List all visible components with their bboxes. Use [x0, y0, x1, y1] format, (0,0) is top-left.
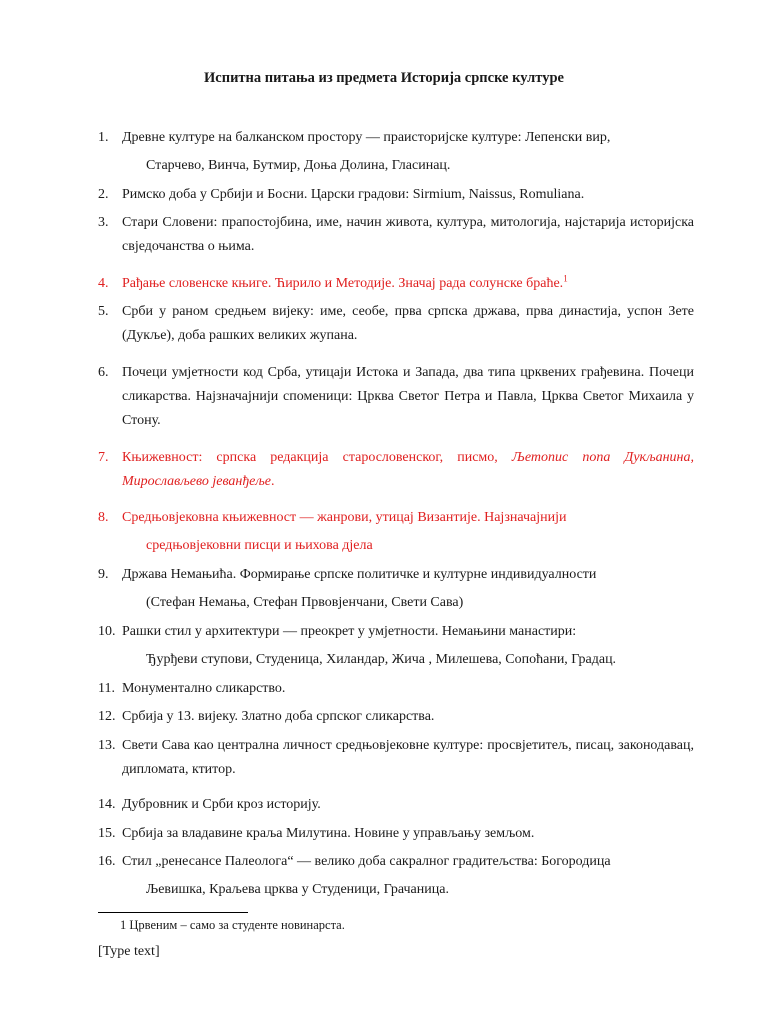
item-text-continued: Ђурђеви ступови, Студеница, Хиландар, Жича , Милешева, Сопоћани, Градац.	[146, 652, 617, 667]
item-number: 14.	[98, 797, 116, 812]
item-number: 15.	[98, 826, 116, 841]
item-number: 7.	[98, 450, 109, 465]
footnote-ref: 1	[563, 273, 568, 284]
item-text: Монументално сликарство.	[122, 681, 286, 696]
item-number: 3.	[98, 215, 109, 230]
item-text: Средњовјековна књижевност — жанрови, утицај Византије. Најзначајнији	[122, 510, 567, 525]
item-italic-text: Љетопис попа Дукљанина, Мирослављево јеванђеље	[122, 450, 694, 489]
item-text: Древне културе на балканском простору — праисторијске културе: Лепенски вир,	[122, 130, 611, 145]
item-number: 4.	[98, 276, 109, 291]
item-text-continued: Љевишка, Краљева црква у Студеници, Грачаница.	[146, 882, 449, 897]
item-text-continued: средњовјековни писци и њихова дјела	[146, 538, 373, 553]
item-number: 2.	[98, 187, 109, 202]
item-number: 8.	[98, 510, 109, 525]
item-text: Стари Словени: прапостојбина, име, начин живота, култура, митологија, најстарија историјска свједочанства о њима.	[122, 215, 694, 254]
footnote: 1 Црвеним – само за студенте новинарста.	[120, 918, 345, 932]
item-text: Свети Сава као централна личност средњовјековне културе: просвјетитељ, писац, законодавац, дипломата, ктитор.	[122, 738, 694, 777]
item-text: Књижевност: српска редакција старословенског, писмо,	[122, 450, 512, 465]
item-number: 9.	[98, 567, 109, 582]
item-number: 16.	[98, 854, 116, 869]
footnote-separator	[98, 912, 248, 913]
item-number: 11.	[98, 681, 115, 696]
item-text-end: .	[271, 474, 275, 489]
item-text: Стил „ренесансе Палеолога“ — велико доба сакралног градитељства: Богородица	[122, 854, 611, 869]
item-text: Држава Немањића. Формирање српске политичке и културне индивидуалности	[122, 567, 597, 582]
item-text-continued: (Стефан Немања, Стефан Првовјенчани, Свети Сава)	[146, 595, 464, 610]
item-number: 12.	[98, 709, 116, 724]
item-number: 10.	[98, 624, 116, 639]
item-text: Србија у 13. вијеку. Златно доба српског сликарства.	[122, 709, 435, 724]
item-number: 13.	[98, 738, 116, 753]
item-text: Почеци умјетности код Срба, утицаји Истока и Запада, два типа црквених грађевина. Почеци сликарства. Најзначајнији споменици: Црква Светог Петра и Павла, Црква Светог Михаила у Стону.	[122, 365, 694, 428]
item-text: Рађање словенске књиге. Ћирило и Методије. Значај рада солунске браће.	[122, 276, 564, 291]
item-text: Рашки стил у архитектури — преокрет у умјетности. Немањини манастири:	[122, 624, 577, 639]
document-title: Испитна питања из предмета Историја српске културе	[204, 70, 564, 86]
item-text: Римско доба у Србији и Босни. Царски градови: Sirmium, Naissus, Romuliana.	[122, 187, 585, 202]
header-placeholder[interactable]: [Type text]	[98, 944, 160, 959]
item-text: Дубровник и Срби кроз историју.	[122, 797, 321, 812]
item-text-continued: Старчево, Винча, Бутмир, Доња Долина, Гласинац.	[146, 158, 451, 173]
item-text: Срби у раном средњем вијеку: име, сеобе, прва српска држава, прва династија, успон Зете (Дукље), доба рашких великих жупана.	[122, 304, 694, 343]
item-number: 6.	[98, 365, 109, 380]
item-text: Србија за владавине краља Милутина. Новине у управљању земљом.	[122, 826, 535, 841]
item-number: 1.	[98, 130, 109, 145]
item-number: 5.	[98, 304, 109, 319]
